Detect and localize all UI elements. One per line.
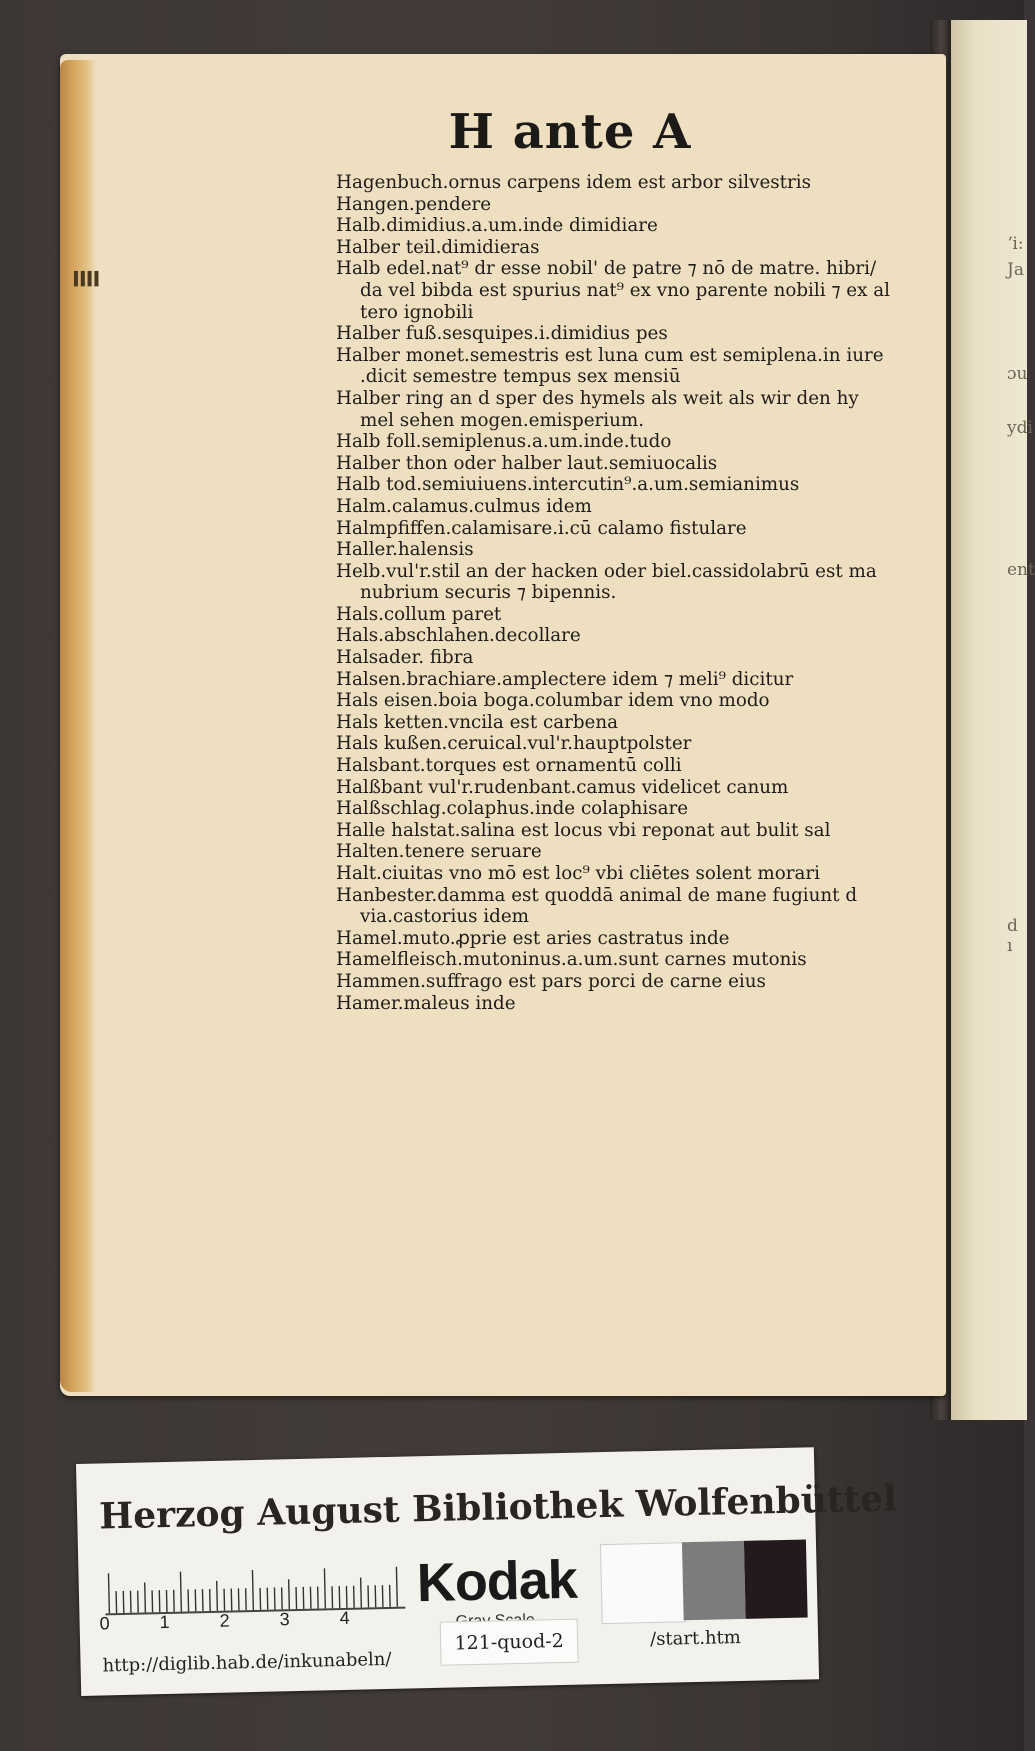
entry-line: Halsader. fibra: [336, 647, 474, 669]
entry-line: Halle halstat.salina est locus vbi reponat aut bulit sal: [336, 819, 831, 841]
entry-line: Hagenbuch.ornus carpens idem est arbor silvestris: [336, 172, 811, 193]
page-edge-stain: [60, 60, 102, 1392]
entry-line: Halmpfiffen.calamisare.i.cū calamo fistulare: [336, 517, 747, 539]
color-scale-card: [76, 1447, 898, 1696]
entry-line: Hanbester.damma est quoddā animal de mane fugiunt d: [336, 884, 858, 906]
entry-line: Halber monet.semestris est luna cum est semiplena.in iure: [336, 344, 884, 366]
ruler-number: 3: [279, 1609, 290, 1630]
entry-line: Halber ring an d sper des hymels als weit als wir den hy: [336, 387, 859, 409]
entry-line: Hals kußen.ceruical.vul'r.hauptpolster: [336, 733, 692, 755]
entry-continuation-line: da vel bibda est spurius nat⁹ ex vno parente nobili ⁊ ex al: [360, 279, 890, 301]
kodak-logo: Kodak: [416, 1549, 578, 1614]
facing-page-fragment: ent: [1007, 560, 1035, 580]
entry-line: Halb tod.semiuiuens.intercutin⁹.a.um.semianimus: [336, 474, 800, 496]
ruler-tick: [252, 1570, 253, 1610]
ruler-number: 0: [99, 1613, 110, 1634]
entry-continuation-line: via.castorius idem: [360, 906, 530, 928]
entry-line: Hals ketten.vncila est carbena: [336, 711, 619, 733]
entry-line: Halm.calamus.culmus idem: [336, 495, 592, 517]
facing-page-fragment: ʼi:: [1007, 234, 1024, 254]
dictionary-entries: [336, 172, 926, 1014]
facing-page-fragment: ɔu: [1007, 364, 1028, 384]
entry-line: Halb foll.semiplenus.a.um.inde.tudo: [336, 431, 672, 453]
page-heading: H ante A: [448, 104, 692, 160]
black-swatch: [744, 1539, 808, 1618]
entry-line: Halßbant vul'r.rudenbant.camus videlicet canum: [336, 776, 789, 798]
ruler-number: 2: [219, 1610, 230, 1631]
entry-line: Halber thon oder halber laut.semiuocalis: [336, 452, 718, 474]
entry-line: Hangen.pendere: [336, 193, 492, 215]
entry-continuation-line: nubrium securis ⁊ bipennis.: [360, 582, 617, 604]
facing-page-edge: [948, 20, 1035, 1420]
ruler-tick: [324, 1568, 325, 1608]
entry-line: Hals.abschlahen.decollare: [336, 625, 581, 647]
entry-line: Halb.dimidius.a.um.inde dimidiare: [336, 215, 658, 237]
ruler-tick: [180, 1572, 181, 1612]
ruler-tick: [217, 1581, 218, 1611]
facing-page-fragment: d ı: [1007, 916, 1018, 956]
ruler-number: 4: [339, 1607, 350, 1629]
entry-line: Helb.vul'r.stil an der hacken oder biel.cassidolabrū est ma: [336, 560, 877, 582]
entry-line: Hammen.suffrago est pars porci de carne eius: [336, 970, 766, 992]
ruler-tick: [145, 1582, 146, 1612]
entry-line: Hamer.maleus inde: [336, 992, 516, 1014]
ruler-tick: [396, 1567, 397, 1607]
ruler-tick: [289, 1579, 290, 1609]
ruler-number: 1: [159, 1611, 170, 1633]
facing-page-fragment: Ja: [1007, 260, 1024, 280]
entry-continuation-line: mel sehen mogen.emisperium.: [360, 409, 645, 431]
entry-line: Halsen.brachiare.amplectere idem ⁊ meli⁹ dicitur: [336, 668, 794, 690]
entry-line: Halßschlag.colaphus.inde colaphisare: [336, 798, 689, 820]
source-url: http://diglib.hab.de/inkunabeln/: [102, 1648, 392, 1677]
entry-line: Hals.collum paret: [336, 603, 502, 625]
entry-line: Hamel.muto.ꝓprie est aries castratus inde: [336, 927, 730, 949]
facing-page-fragment: ydi: [1007, 418, 1033, 438]
entry-line: Halsbant.torques est ornamentū colli: [336, 755, 682, 777]
ruler-scale: [104, 1561, 405, 1616]
gray-swatch: [682, 1541, 746, 1620]
entry-line: Halten.tenere seruare: [336, 841, 542, 863]
entry-line: Hamelfleisch.mutoninus.a.um.sunt carnes mutonis: [336, 949, 807, 971]
entry-line: Hals eisen.boia boga.columbar idem vno modo: [336, 690, 770, 712]
entry-line: Halber teil.dimidieras: [336, 236, 540, 258]
entry-line: Halber fuß.sesquipes.i.dimidius pes: [336, 323, 668, 345]
entry-line: Haller.halensis: [336, 539, 474, 561]
ruler-tick: [108, 1573, 109, 1613]
entry-continuation-line: tero ignobili: [360, 301, 474, 323]
white-swatch: [600, 1542, 686, 1624]
ruler-tick: [361, 1578, 362, 1608]
entry-continuation-line: .dicit semestre tempus sex mensiū: [360, 366, 681, 388]
entry-line: Halt.ciuitas vno mō est loc⁹ vbi cliētes solent morari: [336, 863, 820, 884]
shelfmark-label: 121-quod-2: [440, 1619, 579, 1666]
start-path: /start.htm: [649, 1626, 742, 1651]
entry-line: Halb edel.nat⁹ dr esse nobil' de patre ⁊ nō de matre. hibri/: [336, 258, 877, 280]
library-name: Herzog August Bibliothek Wolfenbüttel: [98, 1477, 898, 1538]
margin-marks: ▌▌▌▌: [74, 272, 102, 287]
